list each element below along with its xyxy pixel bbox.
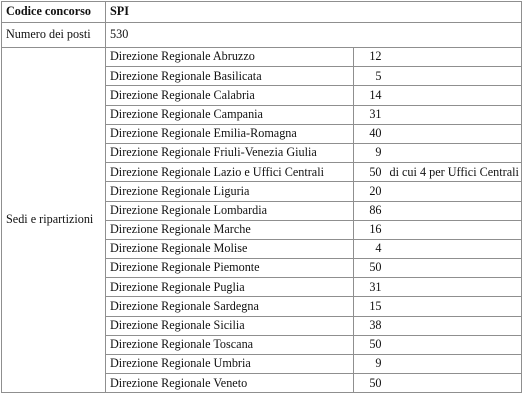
region-name: Direzione Regionale Piemonte bbox=[106, 259, 354, 278]
region-count: 12 bbox=[354, 48, 388, 67]
header-label: Codice concorso bbox=[2, 2, 106, 23]
region-name: Direzione Regionale Lombardia bbox=[106, 201, 354, 220]
region-name: Direzione Regionale Toscana bbox=[106, 335, 354, 354]
region-name: Direzione Regionale Puglia bbox=[106, 278, 354, 297]
region-note bbox=[388, 278, 522, 297]
region-count: 4 bbox=[354, 239, 388, 258]
region-note bbox=[388, 201, 522, 220]
region-note bbox=[388, 239, 522, 258]
regions-label: Sedi e ripartizioni bbox=[2, 48, 106, 393]
competition-table bbox=[1, 1, 522, 393]
region-note bbox=[388, 86, 522, 105]
region-note bbox=[388, 316, 522, 335]
region-count: 15 bbox=[354, 297, 388, 316]
region-count: 40 bbox=[354, 124, 388, 143]
region-name: Direzione Regionale Basilicata bbox=[106, 67, 354, 86]
region-count: 38 bbox=[354, 316, 388, 335]
posts-row bbox=[2, 23, 522, 48]
region-name: Direzione Regionale Sicilia bbox=[106, 316, 354, 335]
region-count: 5 bbox=[354, 67, 388, 86]
region-name: Direzione Regionale Campania bbox=[106, 105, 354, 124]
region-name: Direzione Regionale Umbria bbox=[106, 355, 354, 374]
region-note bbox=[388, 48, 522, 67]
region-note bbox=[388, 182, 522, 201]
region-count: 14 bbox=[354, 86, 388, 105]
region-name: Direzione Regionale Marche bbox=[106, 220, 354, 239]
posts-value: 530 bbox=[106, 23, 522, 48]
region-name: Direzione Regionale Emilia-Romagna bbox=[106, 124, 354, 143]
region-note bbox=[388, 355, 522, 374]
region-name: Direzione Regionale Veneto bbox=[106, 374, 354, 393]
region-count: 50 bbox=[354, 335, 388, 354]
table-row bbox=[2, 48, 522, 67]
region-count: 50 bbox=[354, 374, 388, 393]
region-note bbox=[388, 143, 522, 162]
region-count: 20 bbox=[354, 182, 388, 201]
posts-label: Numero dei posti bbox=[2, 23, 106, 48]
region-count: 86 bbox=[354, 201, 388, 220]
region-note bbox=[388, 374, 522, 393]
region-name: Direzione Regionale Friuli-Venezia Giulia bbox=[106, 143, 354, 162]
region-name: Direzione Regionale Lazio e Uffici Centrali bbox=[106, 163, 354, 182]
region-note bbox=[388, 124, 522, 143]
region-count: 31 bbox=[354, 278, 388, 297]
header-row bbox=[2, 2, 522, 23]
region-count: 16 bbox=[354, 220, 388, 239]
region-note bbox=[388, 259, 522, 278]
region-note: di cui 4 per Uffici Centrali bbox=[388, 163, 522, 182]
header-value: SPI bbox=[106, 2, 522, 23]
region-count: 50 bbox=[354, 259, 388, 278]
region-note bbox=[388, 220, 522, 239]
region-note bbox=[388, 335, 522, 354]
region-name: Direzione Regionale Liguria bbox=[106, 182, 354, 201]
region-name: Direzione Regionale Sardegna bbox=[106, 297, 354, 316]
region-note bbox=[388, 105, 522, 124]
region-name: Direzione Regionale Calabria bbox=[106, 86, 354, 105]
region-count: 9 bbox=[354, 355, 388, 374]
region-count: 31 bbox=[354, 105, 388, 124]
region-name: Direzione Regionale Abruzzo bbox=[106, 48, 354, 67]
region-name: Direzione Regionale Molise bbox=[106, 239, 354, 258]
region-count: 50 bbox=[354, 163, 388, 182]
region-note bbox=[388, 67, 522, 86]
region-note bbox=[388, 297, 522, 316]
region-count: 9 bbox=[354, 143, 388, 162]
